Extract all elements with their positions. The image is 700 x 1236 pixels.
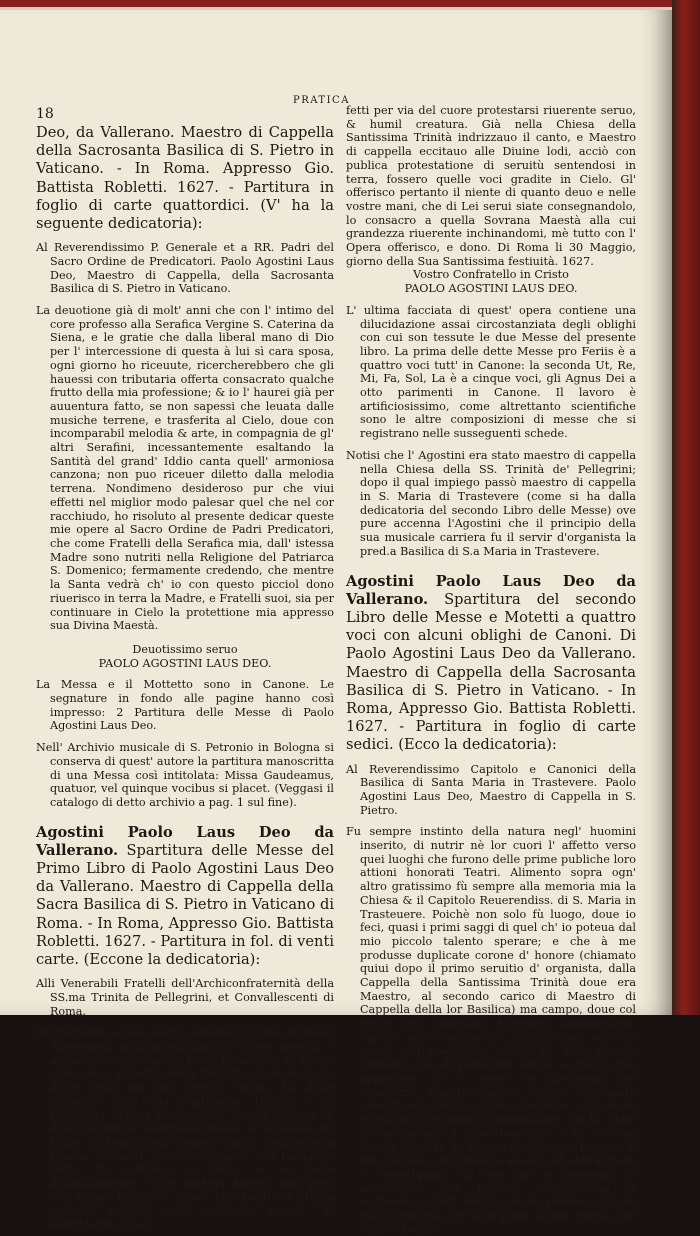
- dedication-address-3: Al Reverendissimo Capitolo e Canonici della Basilica di Santa Maria in Trastevere. Paolo Agostini Laus Deo, Maestro di Cappella in S. Pietro.: [346, 762, 636, 817]
- note-2: Nell' Archivio musicale di S. Petronio in Bologna si conserva di quest' autore la partitura manoscritta di una Messa così intitolata: Missa Gaudeamus, quatuor, vel quinque vocibus si placet. (Veggasi il catalogo di detto archivio a pag. 1 sul fine).: [36, 741, 334, 809]
- signature-2-name: PAOLO AGOSTINI LAUS DEO.: [404, 282, 578, 296]
- dedication-address-2: Alli Venerabili Fratelli dell'Archiconfraternità della SS.ma Trinita de Pellegrini, et Convallescenti di Roma.: [36, 977, 334, 1018]
- page-top-edge-light: [0, 7, 672, 10]
- note-4: Notisi che l' Agostini era stato maestro di cappella nella Chiesa della SS. Trinità de' Pellegrini; dopo il qual impiego passò maestro di cappella in S. Maria di Trastevere (come si ha dalla dedicatoria del secondo Libro delle Messe) ove pure accenna l'Agostini che il principio della sua musicale carriera fu il servir d'organista la pred.a Basilica di S.a Maria in Trastevere.: [346, 448, 636, 558]
- book-binding-edge: [672, 0, 700, 1015]
- entry-1-text: Deo, da Vallerano. Maestro di Cappella della Sacrosanta Basilica di S. Pietro in Vaticano. - In Roma. Appresso Gio. Battista Robletti. 1627. - Partitura in foglio di carte quattordici. (V' ha la seguente dedicatoria):: [36, 124, 334, 233]
- entry-3: [346, 573, 636, 755]
- dedication-body-2-continued: fetti per via del cuore protestarsi riuerente seruo, & humil creatura. Già nella Chiesa della Santissima Trinità indrizzauo il canto, e Maestro di cappella eccitauo alle Diuine lodi, acciò con publica protestatione di seruitù sentendosi in terra, fossero quelle voci gradite in Cielo. Gl' offerisco pertanto il niente di quanto deuo e nelle vostre mani, che di Lei serui siate consegnandolo, lo consacro a quella Sovrana Maestà alla cui grandezza riuerente inchinandomi, mè tutto con l' Opera offerisco, e dono. Di Roma li 30 Maggio, giorno della Sua Santissima festiuità. 1627.: [346, 104, 636, 268]
- dedication-address-1: Al Reverendissimo P. Generale et a RR. Padri del Sacro Ordine de Predicatori. Paolo Agostini Laus Deo, Maestro di Cappella, della Sacrosanta Basilica di S. Pietro in Vaticano.: [36, 241, 334, 296]
- dedication-body-1: La deuotione già di molt' anni che con l' intimo del core professo alla Serafica Vergine S. Caterina da Siena, e le gratie che dalla liberal mano di Dio per l' intercessione di questa à lui sì cara sposa, ogni giorno ho riceuute, ricercherebbero che gli hauessi con tributaria offerta consacrato qualche frutto della mia professione; & io l' haurei già per auuentura fatto, se non sapessi che leuata dalle musiche terrene, e trasferita al Cielo, doue con incomparabil melodia & arte, in compagnia de gl' altri Serafini, incessantemente esaltando la Santità del grand' Iddio canta quell' armoniosa canzona; non puo riceuer diletto dalla melodia terrena. Nondimeno desideroso pur che viui effetti nel miglior modo palesar quel che nel cor racchiudo, ho risoluto al presente dedicar queste mie opere al Sacro Ordine de Padri Predicatori, che come Fratelli della Serafica mia, dall' istessa Madre sono nutriti nella Religione del Patriarca S. Domenico; fermamente credendo, che mentre la Santa vedrà ch' io con questo picciol dono riuerisco in terra la Madre, e Fratelli suoi, sia per continuare in Cielo la protettione mia appresso sua Divina Maestà.: [36, 304, 334, 633]
- dedication-body-3: Fu sempre instinto della natura negl' huomini inserito, di nutrir nè lor cuori l' affetto verso quei luoghi che furono delle prime publiche loro attioni honorati Teatri. Alimento sopra ogn' altro gratissimo fù sempre alla memoria mia la Chiesa & il Capitolo Reuerendiss. di S. Maria in Trasteuere. Poichè non solo fù luogo, doue io feci, quasi i primi saggi di quel ch' io poteua dal mio piccolo talento sperare; e che à me produsse duplicate corone d' honore (chiamato quiui dopo il primo seruitio d' organista, dalla Cappella della Santissima Trinità doue era Maestro, al secondo carico di Maestro di Cappella della lor Basilica) ma campo, doue col mezzo del continuato essercitio guadagnando vigore, potei acquistare habilità non solo de seruir nel medesimo vfficio ad altre Chiese eminenti, ma di peruenire anche a quel colmo maggiore, ch' è scopo de professori del comporre. Queste cagioni furono veramente potenti ad obligare il mio desiderio à bramare occasioni di mostrar la gratitudine con la quale io corrispondo a tanto beneficio; e la cortesia con la quale fù da loro in quel tempo fauorito il mio seruitio, mi prouoca adesso ad abbracciare l' opportunità ch' ora mi si presenta di autenticare con publica testificatione la confessione dell' debito che le professo (quale ella si sia) già che non posso hauer quella che vorrei. Dedico,: [346, 825, 636, 1236]
- entry-2-text: Spartitura delle Messe del Primo Libro di Paolo Agostini Laus Deo da Vallerano. Maestro di Cappella della Sacra Basilica di S. Pietro in Vaticano di Roma. - In Roma, Appresso Gio. Battista Robletti. 1627. - Partitura in fol. di venti carte. (Eccone la dedicatoria):: [36, 841, 335, 969]
- signature-1-name: PAOLO AGOSTINI LAUS DEO.: [98, 656, 272, 670]
- running-head: PRATICA: [293, 95, 350, 106]
- entry-2-heading: Agostini Paolo Laus Deo da Vallerano.: [36, 823, 334, 859]
- signature-1-salutation: Deuotissimo seruo: [132, 642, 238, 656]
- page-number: 18: [36, 106, 54, 122]
- left-column: [36, 124, 334, 1232]
- right-column: [346, 104, 636, 1236]
- entry-2: [36, 824, 334, 970]
- signature-2-salutation: Vostro Confratello in Cristo: [413, 268, 569, 282]
- entry-3-text: Spartitura del secondo Libro delle Messe e Motetti a quattro voci con alcuni oblighi de Canoni. Di Paolo Agostini Laus Deo da Vallerano. Maestro di Cappella della Sacrosanta Basilica di S. Pietro in Vaticano. - In Roma, Appresso Gio. Battista Robletti. 1627. - Partitura in foglio di carte sedici. (Ecco la dedicatoria):: [346, 590, 636, 754]
- dedication-body-2: Divinamente al suo solito parlando il gran Dionisio Areopagita della grandezza di Chiesa nostra, l' agguagliò à quella de Beati trionfante in Cielo, che assisa al soglio della Diuinità, gode beata la dolce vista del suo celeste sposo. La doue cantando lode alla Santissima Trinità, e in Paregirici Celesti snodando la lingua, risuona in dolci accenti la Santità del Padre, la Sapienza del Figlio, la Bontà dello Spirito Santo. Nella nostra Chiesa militante (Germe, e parto del Paradiso) Iddio di continuo si loda, e se bene disugualmente e con diuerso affetto, non però con minor brama e desio; Qui beato si pregia poterlo seruire ogni mortale spirito, & indrizzando gl' af-: [36, 1026, 334, 1232]
- note-3: L' ultima facciata di quest' opera contiene una dilucidazione assai circostanziata degli oblighi con cui son tessute le due Messe del presente libro. La prima delle dette Messe pro Feriis è a quattro voci tutt' in Canone: la seconda Ut, Re, Mi, Fa, Sol, La è a cinque voci, gli Agnus Dei a otto parimenti in Canone. Il lavoro è artificiosissimo, come altrettanto scientifiche sono le altre composizioni di messe che si registrano nelle susseguenti schede.: [346, 303, 636, 441]
- note-1: La Messa e il Mottetto sono in Canone. Le segnature in fondo alle pagine hanno così impresso: 2 Partitura delle Messe di Paolo Agostini Laus Deo.: [36, 678, 334, 733]
- page-top-edge: [0, 0, 672, 7]
- entry-3-heading: Agostini Paolo Laus Deo da Vallerano.: [346, 572, 636, 608]
